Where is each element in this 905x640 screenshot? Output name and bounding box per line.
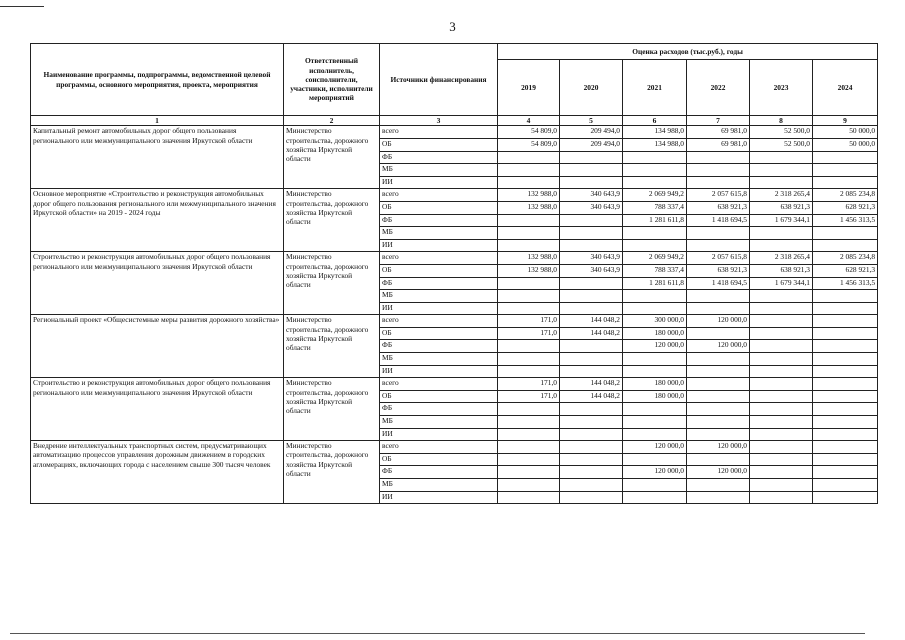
expense-value-cell: 1 281 611,8 xyxy=(623,277,687,290)
expense-value-cell xyxy=(750,428,813,441)
responsible-cell: Министерство строительства, дорожного хозяйства Иркутской области xyxy=(284,252,380,315)
expense-value-cell: 171,0 xyxy=(498,315,560,328)
expense-value-cell xyxy=(623,416,687,429)
expense-value-cell: 52 500,0 xyxy=(750,138,813,151)
expense-value-cell: 132 988,0 xyxy=(498,264,560,277)
expense-value-cell xyxy=(498,365,560,378)
expense-value-cell xyxy=(813,151,878,164)
funding-source-cell: ФБ xyxy=(380,340,498,353)
funding-source-cell: МБ xyxy=(380,164,498,177)
expense-value-cell xyxy=(813,466,878,479)
expense-value-cell xyxy=(623,239,687,252)
expense-value-cell: 209 494,0 xyxy=(560,126,623,139)
expense-value-cell xyxy=(560,277,623,290)
expense-value-cell: 134 988,0 xyxy=(623,138,687,151)
expense-value-cell xyxy=(750,441,813,454)
funding-source-cell: ОБ xyxy=(380,390,498,403)
expense-value-cell: 54 809,0 xyxy=(498,126,560,139)
expense-value-cell xyxy=(560,227,623,240)
expense-value-cell: 1 679 344,1 xyxy=(750,277,813,290)
expense-value-cell xyxy=(498,227,560,240)
expense-value-cell xyxy=(560,290,623,303)
header-year: 2020 xyxy=(560,60,623,116)
expense-value-cell xyxy=(813,428,878,441)
expense-value-cell: 2 069 949,2 xyxy=(623,252,687,265)
expense-value-cell xyxy=(687,428,750,441)
expense-value-cell xyxy=(498,239,560,252)
funding-source-cell: ОБ xyxy=(380,453,498,466)
table-row xyxy=(31,126,878,139)
expense-value-cell xyxy=(687,453,750,466)
expense-value-cell xyxy=(560,176,623,189)
expense-value-cell xyxy=(560,491,623,504)
expense-value-cell xyxy=(498,479,560,492)
expense-value-cell xyxy=(750,390,813,403)
expense-value-cell xyxy=(498,466,560,479)
funding-source-cell: ИИ xyxy=(380,302,498,315)
header-responsible-column: Ответственный исполнитель, соисполнители, участники, исполнители мероприятий xyxy=(284,44,380,116)
header-year: 2021 xyxy=(623,60,687,116)
expense-value-cell xyxy=(750,290,813,303)
table-row xyxy=(31,315,878,328)
expense-value-cell xyxy=(623,479,687,492)
column-numbers-row xyxy=(31,116,878,126)
expense-value-cell xyxy=(750,403,813,416)
expense-value-cell: 132 988,0 xyxy=(498,201,560,214)
expense-value-cell: 2 318 265,4 xyxy=(750,252,813,265)
header-year: 2022 xyxy=(687,60,750,116)
expense-value-cell xyxy=(750,479,813,492)
expense-value-cell xyxy=(687,479,750,492)
expense-value-cell xyxy=(687,176,750,189)
expense-value-cell xyxy=(687,365,750,378)
expense-value-cell: 120 000,0 xyxy=(623,340,687,353)
expense-value-cell xyxy=(813,227,878,240)
column-number: 7 xyxy=(687,116,750,126)
table-row xyxy=(31,441,878,454)
expense-value-cell: 180 000,0 xyxy=(623,390,687,403)
expense-value-cell xyxy=(623,353,687,366)
expense-value-cell: 1 679 344,1 xyxy=(750,214,813,227)
expense-value-cell xyxy=(623,151,687,164)
expense-value-cell xyxy=(498,428,560,441)
funding-source-cell: всего xyxy=(380,378,498,391)
expense-value-cell xyxy=(560,416,623,429)
expense-value-cell xyxy=(687,390,750,403)
header-name-column: Наименование программы, подпрограммы, ведомственной целевой программы, основного мероприятия, проекта, мероприятия xyxy=(31,44,284,116)
expense-value-cell xyxy=(498,277,560,290)
expense-value-cell xyxy=(750,416,813,429)
expense-value-cell xyxy=(750,453,813,466)
funding-source-cell: всего xyxy=(380,126,498,139)
expense-value-cell xyxy=(750,365,813,378)
expense-value-cell xyxy=(750,340,813,353)
expense-value-cell xyxy=(560,353,623,366)
expense-value-cell: 2 085 234,8 xyxy=(813,189,878,202)
expense-value-cell xyxy=(560,403,623,416)
expense-value-cell: 171,0 xyxy=(498,390,560,403)
expense-value-cell xyxy=(813,290,878,303)
program-name-cell: Внедрение интеллектуальных транспортных систем, предусматривающих автоматизацию процессов управления дорожным движением в городских агломерациях, включающих города с населением свыше 300 тысяч человек xyxy=(31,441,284,504)
column-number: 5 xyxy=(560,116,623,126)
expense-value-cell: 180 000,0 xyxy=(623,327,687,340)
funding-source-cell: МБ xyxy=(380,416,498,429)
expense-value-cell xyxy=(498,151,560,164)
expense-value-cell: 54 809,0 xyxy=(498,138,560,151)
expense-value-cell xyxy=(623,176,687,189)
expense-value-cell xyxy=(623,365,687,378)
column-number: 6 xyxy=(623,116,687,126)
page-number: 3 xyxy=(449,19,456,34)
expense-value-cell: 144 048,2 xyxy=(560,378,623,391)
funding-source-cell: ФБ xyxy=(380,214,498,227)
expense-value-cell xyxy=(687,378,750,391)
expense-value-cell: 132 988,0 xyxy=(498,189,560,202)
responsible-cell: Министерство строительства, дорожного хозяйства Иркутской области xyxy=(284,315,380,378)
table-header xyxy=(31,44,878,126)
expense-value-cell: 1 418 694,5 xyxy=(687,214,750,227)
program-name-cell: Строительство и реконструкция автомобильных дорог общего пользования регионального или межмуниципального значения Иркутской области xyxy=(31,378,284,441)
expense-value-cell xyxy=(687,227,750,240)
funding-source-cell: ОБ xyxy=(380,201,498,214)
expense-value-cell xyxy=(750,151,813,164)
expense-value-cell xyxy=(498,302,560,315)
expense-value-cell xyxy=(623,227,687,240)
expense-value-cell: 1 418 694,5 xyxy=(687,277,750,290)
funding-source-cell: ФБ xyxy=(380,403,498,416)
expense-value-cell: 2 057 615,8 xyxy=(687,252,750,265)
expense-value-cell xyxy=(498,403,560,416)
expense-value-cell xyxy=(750,239,813,252)
program-name-cell: Региональный проект «Общесистемные меры развития дорожного хозяйства» xyxy=(31,315,284,378)
funding-source-cell: ОБ xyxy=(380,264,498,277)
responsible-cell: Министерство строительства, дорожного хозяйства Иркутской области xyxy=(284,378,380,441)
funding-source-cell: всего xyxy=(380,315,498,328)
expense-value-cell xyxy=(750,164,813,177)
expense-value-cell xyxy=(813,453,878,466)
expense-value-cell: 1 281 611,8 xyxy=(623,214,687,227)
funding-source-cell: ИИ xyxy=(380,239,498,252)
funding-source-cell: ИИ xyxy=(380,365,498,378)
expense-value-cell: 2 057 615,8 xyxy=(687,189,750,202)
expense-value-cell: 180 000,0 xyxy=(623,378,687,391)
expense-value-cell: 120 000,0 xyxy=(687,466,750,479)
expense-value-cell xyxy=(813,479,878,492)
expense-value-cell xyxy=(560,428,623,441)
expense-value-cell xyxy=(813,378,878,391)
expense-value-cell xyxy=(687,491,750,504)
expense-value-cell: 638 921,3 xyxy=(687,264,750,277)
expense-value-cell xyxy=(750,176,813,189)
expense-value-cell: 340 643,9 xyxy=(560,201,623,214)
expense-value-cell: 120 000,0 xyxy=(687,340,750,353)
expense-value-cell xyxy=(560,164,623,177)
expense-value-cell xyxy=(813,176,878,189)
expense-value-cell xyxy=(813,416,878,429)
expense-value-cell xyxy=(623,428,687,441)
expense-value-cell xyxy=(623,403,687,416)
expense-value-cell xyxy=(750,315,813,328)
expense-value-cell: 2 069 949,2 xyxy=(623,189,687,202)
expense-value-cell xyxy=(813,239,878,252)
expense-value-cell xyxy=(687,353,750,366)
expense-value-cell: 209 494,0 xyxy=(560,138,623,151)
header-year: 2019 xyxy=(498,60,560,116)
column-number: 2 xyxy=(284,116,380,126)
funding-source-cell: МБ xyxy=(380,353,498,366)
expense-value-cell: 638 921,3 xyxy=(750,201,813,214)
expense-value-cell xyxy=(750,327,813,340)
funding-source-cell: ОБ xyxy=(380,327,498,340)
expense-value-cell: 340 643,9 xyxy=(560,264,623,277)
table-body xyxy=(31,126,878,504)
funding-source-cell: МБ xyxy=(380,479,498,492)
expense-value-cell xyxy=(560,466,623,479)
bottom-rule xyxy=(10,633,865,634)
expense-value-cell xyxy=(813,315,878,328)
funding-source-cell: ИИ xyxy=(380,491,498,504)
expense-value-cell: 120 000,0 xyxy=(687,315,750,328)
expense-value-cell xyxy=(560,365,623,378)
expense-value-cell: 788 337,4 xyxy=(623,264,687,277)
expense-value-cell xyxy=(813,340,878,353)
funding-source-cell: всего xyxy=(380,441,498,454)
expense-value-cell xyxy=(750,466,813,479)
funding-source-cell: МБ xyxy=(380,227,498,240)
expense-value-cell: 69 981,0 xyxy=(687,126,750,139)
expense-value-cell xyxy=(498,290,560,303)
expense-value-cell xyxy=(687,239,750,252)
expense-value-cell xyxy=(813,164,878,177)
funding-source-cell: всего xyxy=(380,189,498,202)
expense-value-cell xyxy=(560,239,623,252)
expense-value-cell xyxy=(623,491,687,504)
expense-value-cell xyxy=(498,176,560,189)
expense-value-cell xyxy=(623,453,687,466)
expense-value-cell: 340 643,9 xyxy=(560,252,623,265)
expense-value-cell xyxy=(687,403,750,416)
header-period: Оценка расходов (тыс.руб.), годы xyxy=(498,44,878,60)
expense-value-cell xyxy=(498,164,560,177)
expense-value-cell xyxy=(498,353,560,366)
expense-value-cell xyxy=(813,441,878,454)
header-year: 2023 xyxy=(750,60,813,116)
expense-value-cell: 52 500,0 xyxy=(750,126,813,139)
expense-value-cell xyxy=(623,302,687,315)
expense-value-cell xyxy=(687,302,750,315)
expense-value-cell: 2 318 265,4 xyxy=(750,189,813,202)
expense-value-cell xyxy=(498,491,560,504)
expense-value-cell xyxy=(750,353,813,366)
table-row xyxy=(31,378,878,391)
expense-value-cell xyxy=(498,453,560,466)
header-source-column: Источники финансирования xyxy=(380,44,498,116)
header-year: 2024 xyxy=(813,60,878,116)
expense-value-cell: 788 337,4 xyxy=(623,201,687,214)
table-row xyxy=(31,252,878,265)
expense-value-cell xyxy=(623,290,687,303)
expense-value-cell: 144 048,2 xyxy=(560,390,623,403)
expense-value-cell xyxy=(813,302,878,315)
expense-value-cell xyxy=(750,227,813,240)
funding-source-cell: ФБ xyxy=(380,151,498,164)
responsible-cell: Министерство строительства, дорожного хозяйства Иркутской области xyxy=(284,126,380,189)
expense-value-cell xyxy=(813,353,878,366)
expense-value-cell: 340 643,9 xyxy=(560,189,623,202)
expense-value-cell: 300 000,0 xyxy=(623,315,687,328)
program-name-cell: Основное мероприятие «Строительство и реконструкция автомобильных дорог общего пользования регионального или межмуниципального значения Иркутской области» на 2019 - 2024 годы xyxy=(31,189,284,252)
expense-value-cell: 69 981,0 xyxy=(687,138,750,151)
expense-value-cell: 1 456 313,5 xyxy=(813,214,878,227)
expense-value-cell: 2 085 234,8 xyxy=(813,252,878,265)
expense-value-cell: 638 921,3 xyxy=(750,264,813,277)
expense-value-cell: 120 000,0 xyxy=(623,466,687,479)
expense-value-cell xyxy=(750,302,813,315)
expense-value-cell xyxy=(687,327,750,340)
expense-value-cell: 144 048,2 xyxy=(560,327,623,340)
expense-value-cell xyxy=(813,390,878,403)
program-name-cell: Строительство и реконструкция автомобильных дорог общего пользования регионального или межмуниципального значения Иркутской области xyxy=(31,252,284,315)
expense-value-cell xyxy=(498,340,560,353)
expense-value-cell xyxy=(813,365,878,378)
expense-value-cell xyxy=(687,151,750,164)
expense-value-cell xyxy=(813,327,878,340)
expense-value-cell xyxy=(687,164,750,177)
expense-value-cell xyxy=(560,441,623,454)
expense-value-cell xyxy=(560,302,623,315)
budget-table xyxy=(30,43,878,504)
table-row xyxy=(31,189,878,202)
expense-value-cell: 628 921,3 xyxy=(813,201,878,214)
column-number: 9 xyxy=(813,116,878,126)
expense-value-cell xyxy=(560,479,623,492)
funding-source-cell: ИИ xyxy=(380,176,498,189)
program-name-cell: Капитальный ремонт автомобильных дорог общего пользования регионального или межмуниципального значения Иркутской области xyxy=(31,126,284,189)
column-number: 1 xyxy=(31,116,284,126)
funding-source-cell: ФБ xyxy=(380,466,498,479)
expense-value-cell: 144 048,2 xyxy=(560,315,623,328)
expense-value-cell xyxy=(687,290,750,303)
expense-value-cell: 171,0 xyxy=(498,327,560,340)
expense-value-cell: 134 988,0 xyxy=(623,126,687,139)
top-left-rule xyxy=(0,6,44,7)
funding-source-cell: ФБ xyxy=(380,277,498,290)
expense-value-cell: 1 456 313,5 xyxy=(813,277,878,290)
responsible-cell: Министерство строительства, дорожного хозяйства Иркутской области xyxy=(284,441,380,504)
expense-value-cell xyxy=(750,491,813,504)
funding-source-cell: всего xyxy=(380,252,498,265)
expense-value-cell: 132 988,0 xyxy=(498,252,560,265)
expense-value-cell: 50 000,0 xyxy=(813,138,878,151)
expense-value-cell xyxy=(498,416,560,429)
expense-value-cell xyxy=(560,214,623,227)
funding-source-cell: ИИ xyxy=(380,428,498,441)
expense-value-cell: 628 921,3 xyxy=(813,264,878,277)
expense-value-cell xyxy=(498,214,560,227)
expense-value-cell: 120 000,0 xyxy=(623,441,687,454)
column-number: 8 xyxy=(750,116,813,126)
expense-value-cell xyxy=(750,378,813,391)
expense-value-cell xyxy=(498,441,560,454)
responsible-cell: Министерство строительства, дорожного хозяйства Иркутской области xyxy=(284,189,380,252)
column-number: 3 xyxy=(380,116,498,126)
expense-value-cell xyxy=(560,151,623,164)
column-number: 4 xyxy=(498,116,560,126)
expense-value-cell: 638 921,3 xyxy=(687,201,750,214)
funding-source-cell: ОБ xyxy=(380,138,498,151)
funding-source-cell: МБ xyxy=(380,290,498,303)
expense-value-cell xyxy=(687,416,750,429)
expense-value-cell: 120 000,0 xyxy=(687,441,750,454)
expense-value-cell xyxy=(560,453,623,466)
expense-value-cell xyxy=(813,403,878,416)
expense-value-cell: 171,0 xyxy=(498,378,560,391)
expense-value-cell xyxy=(560,340,623,353)
expense-value-cell: 50 000,0 xyxy=(813,126,878,139)
expense-value-cell xyxy=(623,164,687,177)
expense-value-cell xyxy=(813,491,878,504)
